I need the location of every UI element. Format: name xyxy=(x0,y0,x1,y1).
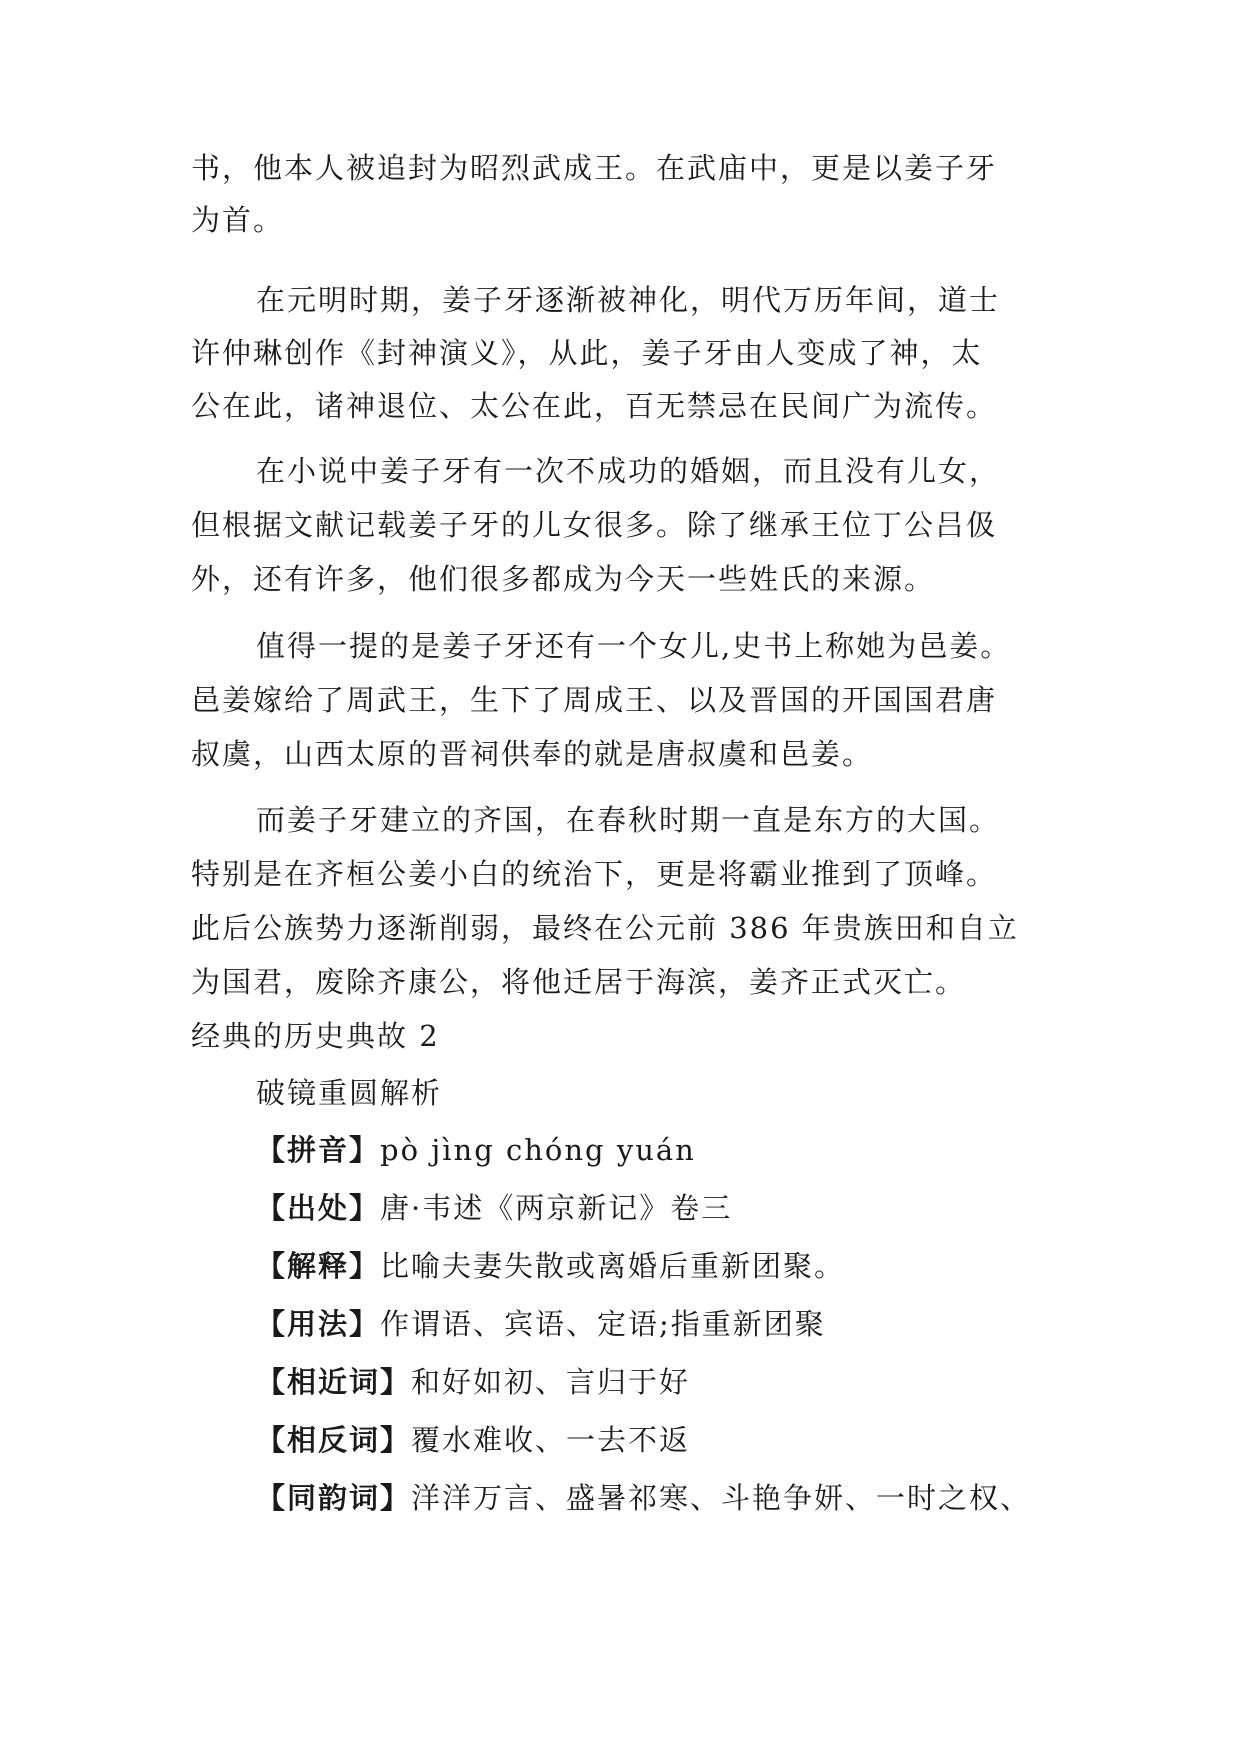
section-heading: 经典的历史典故 2 xyxy=(191,1019,440,1053)
entry-text: 唐·韦述《两京新记》卷三 xyxy=(380,1191,733,1225)
entry-label: 【相反词】 xyxy=(256,1423,412,1457)
paragraph-line: 在元明时期，姜子牙逐渐被神化，明代万历年间，道士 xyxy=(256,283,1001,317)
entry-synonyms xyxy=(256,1362,690,1402)
entry-label: 【拼音】 xyxy=(256,1133,381,1167)
paragraph-line: 邑姜嫁给了周武王，生下了周成王、以及晋国的开国国君唐 xyxy=(191,683,998,717)
paragraph-line: 书，他本人被追封为昭烈武成王。在武庙中，更是以姜子牙 xyxy=(191,151,998,185)
paragraph-line: 为国君，废除齐康公，将他迁居于海滨，姜齐正式灭亡。 xyxy=(191,965,967,999)
entry-label: 【相近词】 xyxy=(256,1365,412,1399)
paragraph-line: 叔虞，山西太原的晋祠供奉的就是唐叔虞和邑姜。 xyxy=(191,737,874,771)
entry-label: 【用法】 xyxy=(256,1307,381,1341)
paragraph-line: 在小说中姜子牙有一次不成功的婚姻，而且没有儿女， xyxy=(256,454,1001,488)
entry-text: pò jìng chóng yuán xyxy=(380,1133,696,1167)
entry-antonyms xyxy=(256,1420,690,1460)
paragraph-line: 为首。 xyxy=(191,203,285,237)
paragraph-line: 许仲琳创作《封神演义》，从此，姜子牙由人变成了神，太 xyxy=(191,336,983,370)
paragraph-line: 特别是在齐桓公姜小白的统治下，更是将霸业推到了顶峰。 xyxy=(191,857,998,891)
entry-pinyin xyxy=(256,1130,696,1170)
paragraph-line: 公在此，诸神退位、太公在此，百无禁忌在民间广为流传。 xyxy=(191,389,998,423)
entry-rhymes xyxy=(256,1478,1031,1518)
paragraph-line: 而姜子牙建立的齐国，在春秋时期一直是东方的大国。 xyxy=(256,803,1001,837)
entry-text: 洋洋万言、盛暑祁寒、斗艳争妍、一时之权、 xyxy=(411,1481,1032,1515)
paragraph-line: 值得一提的是姜子牙还有一个女儿,史书上称她为邑姜。 xyxy=(256,629,1012,663)
paragraph-line: 此后公族势力逐渐削弱，最终在公元前 386 年贵族田和自立 xyxy=(191,911,1019,945)
entry-explanation xyxy=(256,1246,845,1286)
entry-text: 比喻夫妻失散或离婚后重新团聚。 xyxy=(380,1249,846,1283)
entry-text: 作谓语、宾语、定语;指重新团聚 xyxy=(380,1307,826,1341)
entry-usage xyxy=(256,1304,826,1344)
subheading: 破镜重圆解析 xyxy=(256,1076,443,1110)
entry-source xyxy=(256,1188,732,1228)
entry-label: 【同韵词】 xyxy=(256,1481,412,1515)
paragraph-line: 但根据文献记载姜子牙的儿女很多。除了继承王位丁公吕伋 xyxy=(191,508,998,542)
entry-text: 覆水难收、一去不返 xyxy=(411,1423,691,1457)
paragraph-line: 外，还有许多，他们很多都成为今天一些姓氏的来源。 xyxy=(191,562,936,596)
entry-text: 和好如初、言归于好 xyxy=(411,1365,691,1399)
entry-label: 【出处】 xyxy=(256,1191,381,1225)
entry-label: 【解释】 xyxy=(256,1249,381,1283)
